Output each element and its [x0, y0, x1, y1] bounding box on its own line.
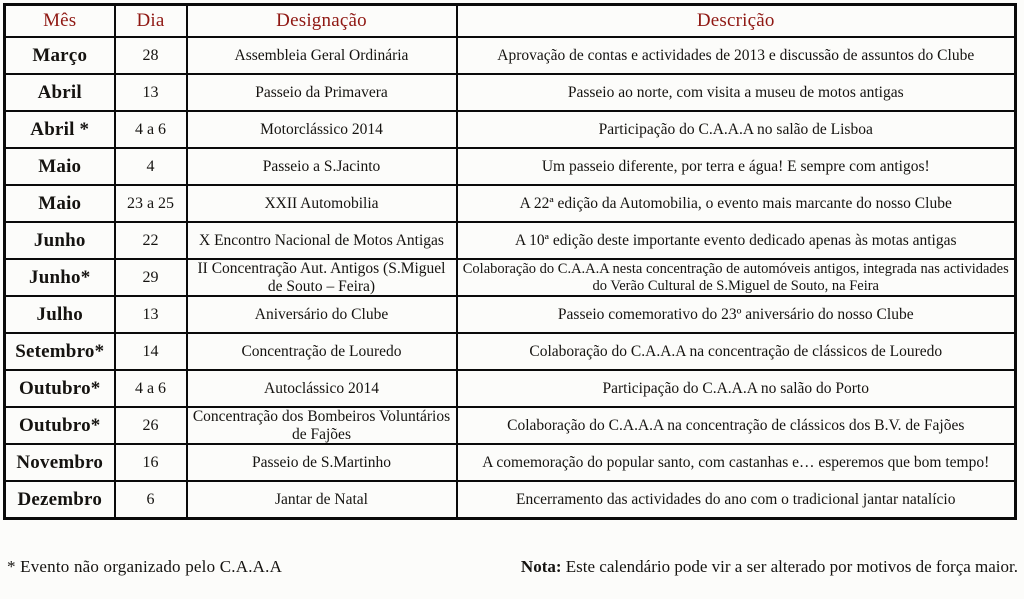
day-cell: 29 — [115, 259, 187, 296]
table-row — [5, 37, 1016, 74]
footer — [7, 557, 1018, 577]
day-cell: 4 a 6 — [115, 111, 187, 148]
table-row — [5, 333, 1016, 370]
table-row — [5, 296, 1016, 333]
table-row — [5, 74, 1016, 111]
events-table — [3, 3, 1017, 520]
month-cell: Maio — [5, 148, 115, 185]
description-cell: Passeio comemorativo do 23º aniversário do nosso Clube — [457, 296, 1016, 333]
description-cell: Participação do C.A.A.A no salão do Porto — [457, 370, 1016, 407]
designation-cell: XXII Automobilia — [187, 185, 457, 222]
table-row — [5, 222, 1016, 259]
asterisk-footnote: * Evento não organizado pelo C.A.A.A — [7, 557, 283, 576]
col-header-designation: Designação — [187, 5, 457, 38]
table-row — [5, 481, 1016, 519]
month-cell: Novembro — [5, 444, 115, 481]
description-cell: Colaboração do C.A.A.A nesta concentração de automóveis antigos, integrada nas actividades do Verão Cultural de S.Miguel de Souto, na Feira — [457, 259, 1016, 296]
designation-cell: Jantar de Natal — [187, 481, 457, 519]
designation-cell: Autoclássico 2014 — [187, 370, 457, 407]
description-cell: A 10ª edição deste importante evento dedicado apenas às motas antigas — [457, 222, 1016, 259]
month-cell: Julho — [5, 296, 115, 333]
col-header-description: Descrição — [457, 5, 1016, 38]
day-cell: 28 — [115, 37, 187, 74]
month-cell: Junho* — [5, 259, 115, 296]
table-row — [5, 185, 1016, 222]
note-label: Nota: — [520, 557, 562, 576]
table-row — [5, 259, 1016, 296]
description-cell: Colaboração do C.A.A.A na concentração de clássicos dos B.V. de Fajões — [457, 407, 1016, 444]
note — [521, 557, 1018, 577]
description-cell: Um passeio diferente, por terra e água! E sempre com antigos! — [457, 148, 1016, 185]
designation-cell: Passeio da Primavera — [187, 74, 457, 111]
month-cell: Dezembro — [5, 481, 115, 519]
designation-cell: Aniversário do Clube — [187, 296, 457, 333]
designation-cell: Assembleia Geral Ordinária — [187, 37, 457, 74]
col-header-day: Dia — [115, 5, 187, 38]
day-cell: 14 — [115, 333, 187, 370]
designation-cell: Concentração dos Bombeiros Voluntários de Fajões — [187, 407, 457, 444]
table-row — [5, 407, 1016, 444]
day-cell: 23 a 25 — [115, 185, 187, 222]
day-cell: 13 — [115, 296, 187, 333]
designation-cell: Passeio de S.Martinho — [187, 444, 457, 481]
description-cell: Aprovação de contas e actividades de 2013 e discussão de assuntos do Clube — [457, 37, 1016, 74]
table-row — [5, 148, 1016, 185]
month-cell: Outubro* — [5, 370, 115, 407]
day-cell: 22 — [115, 222, 187, 259]
note-text: Este calendário pode vir a ser alterado por motivos de força maior. — [561, 557, 1018, 576]
month-cell: Abril — [5, 74, 115, 111]
day-cell: 4 — [115, 148, 187, 185]
day-cell: 16 — [115, 444, 187, 481]
designation-cell: X Encontro Nacional de Motos Antigas — [187, 222, 457, 259]
description-cell: Passeio ao norte, com visita a museu de motos antigas — [457, 74, 1016, 111]
table-row — [5, 111, 1016, 148]
table-row — [5, 444, 1016, 481]
description-cell: A comemoração do popular santo, com castanhas e… esperemos que bom tempo! — [457, 444, 1016, 481]
day-cell: 13 — [115, 74, 187, 111]
description-cell: Colaboração do C.A.A.A na concentração de clássicos de Louredo — [457, 333, 1016, 370]
description-cell: Participação do C.A.A.A no salão de Lisboa — [457, 111, 1016, 148]
col-header-month: Mês — [5, 5, 115, 38]
designation-cell: Concentração de Louredo — [187, 333, 457, 370]
month-cell: Junho — [5, 222, 115, 259]
day-cell: 6 — [115, 481, 187, 519]
day-cell: 4 a 6 — [115, 370, 187, 407]
description-cell: Encerramento das actividades do ano com o tradicional jantar natalício — [457, 481, 1016, 519]
month-cell: Abril * — [5, 111, 115, 148]
month-cell: Outubro* — [5, 407, 115, 444]
designation-cell: II Concentração Aut. Antigos (S.Miguel de Souto – Feira) — [187, 259, 457, 296]
month-cell: Março — [5, 37, 115, 74]
designation-cell: Motorclássico 2014 — [187, 111, 457, 148]
description-cell: A 22ª edição da Automobilia, o evento mais marcante do nosso Clube — [457, 185, 1016, 222]
table-header-row — [5, 5, 1016, 38]
month-cell: Setembro* — [5, 333, 115, 370]
table-row — [5, 370, 1016, 407]
day-cell: 26 — [115, 407, 187, 444]
designation-cell: Passeio a S.Jacinto — [187, 148, 457, 185]
month-cell: Maio — [5, 185, 115, 222]
